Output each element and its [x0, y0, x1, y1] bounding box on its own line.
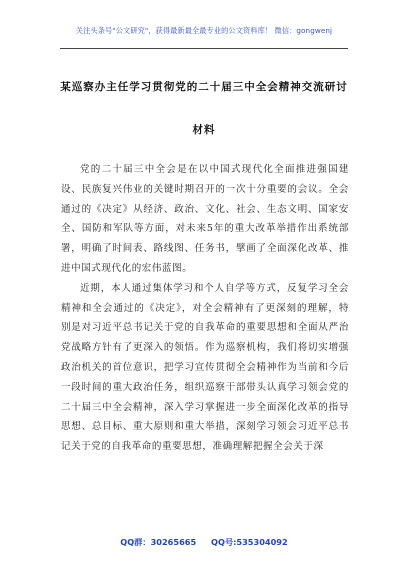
header-promo-note: 关注头条号"公文研究"，获得最新最全最专业的公文资料库！ 微信：gongwenj — [75, 26, 333, 35]
document-title: 某巡察办主任学习贯彻党的二十届三中全会精神交流研讨 — [60, 81, 348, 93]
body-paragraph: 党的二十届三中全会是在以中国式现代化全面推进强国建设、民族复兴伟业的关键时期召开的一次十分重要的会议。全会通过的《决定》从经济、政治、文化、社会、生态文明、国家安全、国防和军队等方面，对未来5年的重大改革举措作出系统部署，明确了时间表、路线图、任务书，擘画了全面深化改革、推进中国式现代化的宏伟蓝图。 — [61, 164, 349, 274]
footer-qq-group: QQ群：30265665 — [120, 537, 197, 547]
footer-contact — [0, 537, 408, 548]
document-body — [61, 160, 349, 457]
document-subtitle: 材料 — [192, 124, 216, 136]
body-paragraph: 近期，本人通过集体学习和个人自学等方式，反复学习全会精神和全会通过的《决定》，对全会精神有了更深刻的理解，特别是对习近平总书记关于党的自我革命的重要思想和全面从严治党战略方针有了更深入的领悟。作为巡察机构，我们将切实增强政治机关的首位意识，把学习宣传贯彻全会精神作为当前和今后一段时间的重大政治任务，组织巡察干部带头认真学习领会党的二十届三中全会精神，深入学习掌握进一步全面深化改革的指导思想、总目标、重大原则和重大举措，深刻学习领会习近平总书记关于党的自我革命的重要思想，准确理解把握全会关于深 — [61, 282, 349, 453]
header-divider — [60, 48, 348, 49]
footer-qq-number: QQ号:535304092 — [211, 537, 288, 547]
